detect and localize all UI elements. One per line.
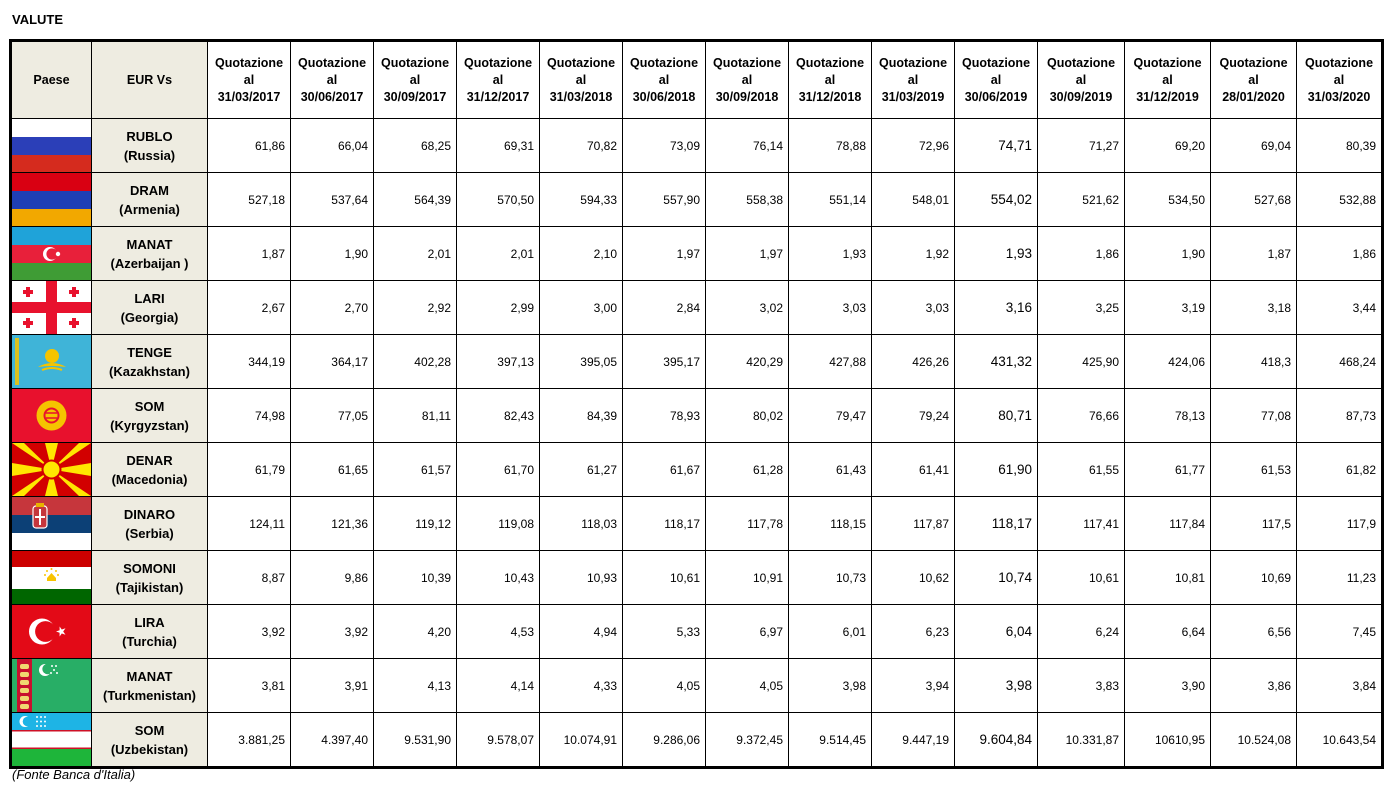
currency-name: RUBLO	[126, 128, 173, 144]
value-cell: 10,91	[706, 551, 789, 605]
value-cell: 76,14	[706, 119, 789, 173]
value-cell: 121,36	[291, 497, 374, 551]
header-quote-label: Quotazione	[629, 55, 699, 70]
header-quote-label: Quotazione	[795, 55, 865, 70]
header-quote-date	[291, 41, 374, 119]
table-row	[11, 713, 1383, 768]
value-cell: 1,92	[872, 227, 955, 281]
value-cell: 8,87	[208, 551, 291, 605]
currency-name: TENGE	[127, 344, 172, 360]
currency-name: MANAT	[126, 668, 173, 684]
value-cell: 2,99	[457, 281, 540, 335]
value-cell: 426,26	[872, 335, 955, 389]
value-cell: 73,09	[623, 119, 706, 173]
value-cell: 74,98	[208, 389, 291, 443]
header-quote-al: al	[243, 72, 255, 87]
value-cell: 61,28	[706, 443, 789, 497]
page-title: VALUTE	[12, 12, 64, 27]
header-quote-date	[872, 41, 955, 119]
value-cell: 69,20	[1125, 119, 1211, 173]
table-body	[11, 119, 1383, 768]
value-cell: 6,64	[1125, 605, 1211, 659]
currency-name: DINARO	[123, 506, 176, 522]
value-cell: 117,5	[1211, 497, 1297, 551]
value-cell: 3,03	[789, 281, 872, 335]
value-cell: 87,73	[1297, 389, 1383, 443]
table-row	[11, 497, 1383, 551]
value-cell: 10,61	[623, 551, 706, 605]
value-cell: 3,81	[208, 659, 291, 713]
value-cell: 77,05	[291, 389, 374, 443]
value-cell: 1,97	[623, 227, 706, 281]
value-cell: 3,92	[291, 605, 374, 659]
turkmenistan-flag	[11, 659, 92, 713]
value-cell: 61,77	[1125, 443, 1211, 497]
value-cell: 557,90	[623, 173, 706, 227]
value-cell: 425,90	[1038, 335, 1125, 389]
table-row	[11, 335, 1383, 389]
value-cell: 3,19	[1125, 281, 1211, 335]
value-cell: 78,13	[1125, 389, 1211, 443]
value-cell: 564,39	[374, 173, 457, 227]
header-quote-al: al	[658, 72, 670, 87]
kazakhstan-flag	[11, 335, 92, 389]
value-cell: 7,45	[1297, 605, 1383, 659]
russia-flag	[11, 119, 92, 173]
header-quote-date	[1211, 41, 1297, 119]
value-cell: 10,69	[1211, 551, 1297, 605]
value-cell: 82,43	[457, 389, 540, 443]
header-quote-label: Quotazione	[546, 55, 616, 70]
value-cell: 81,11	[374, 389, 457, 443]
header-quote-date	[955, 41, 1038, 119]
source-note: (Fonte Banca d'Italia)	[12, 767, 136, 782]
value-cell: 11,23	[1297, 551, 1383, 605]
currency-name: SOM	[134, 398, 165, 414]
value-cell: 80,02	[706, 389, 789, 443]
header-quote-label: Quotazione	[961, 55, 1031, 70]
value-cell: 118,17	[955, 497, 1038, 551]
value-cell: 10,93	[540, 551, 623, 605]
header-quote-al: al	[326, 72, 338, 87]
header-quote-label: Quotazione	[1133, 55, 1202, 70]
value-cell: 527,18	[208, 173, 291, 227]
value-cell: 61,65	[291, 443, 374, 497]
value-cell: 6,24	[1038, 605, 1125, 659]
table-row	[11, 173, 1383, 227]
header-date: 31/03/2020	[1307, 89, 1371, 104]
value-cell: 364,17	[291, 335, 374, 389]
value-cell: 6,04	[955, 605, 1038, 659]
value-cell: 6,23	[872, 605, 955, 659]
value-cell: 9.578,07	[457, 713, 540, 768]
header-quote-label: Quotazione	[878, 55, 948, 70]
header-quote-al: al	[741, 72, 753, 87]
header-date: 30/09/2019	[1049, 89, 1113, 104]
value-cell: 76,66	[1038, 389, 1125, 443]
header-date: 31/03/2018	[549, 89, 613, 104]
value-cell: 3,25	[1038, 281, 1125, 335]
value-cell: 3,44	[1297, 281, 1383, 335]
value-cell: 2,10	[540, 227, 623, 281]
value-cell: 1,90	[291, 227, 374, 281]
value-cell: 558,38	[706, 173, 789, 227]
value-cell: 468,24	[1297, 335, 1383, 389]
value-cell: 9,86	[291, 551, 374, 605]
value-cell: 554,02	[955, 173, 1038, 227]
macedonia-flag	[11, 443, 92, 497]
value-cell: 534,50	[1125, 173, 1211, 227]
turkey-flag	[11, 605, 92, 659]
header-row	[11, 41, 1383, 119]
value-cell: 71,27	[1038, 119, 1125, 173]
value-cell: 1,87	[208, 227, 291, 281]
value-cell: 61,79	[208, 443, 291, 497]
currency-country: (Macedonia)	[111, 471, 188, 487]
value-cell: 66,04	[291, 119, 374, 173]
header-quote-al: al	[1162, 72, 1173, 87]
value-cell: 118,15	[789, 497, 872, 551]
value-cell: 427,88	[789, 335, 872, 389]
value-cell: 10,39	[374, 551, 457, 605]
value-cell: 70,82	[540, 119, 623, 173]
value-cell: 3.881,25	[208, 713, 291, 768]
value-cell: 78,93	[623, 389, 706, 443]
value-cell: 78,88	[789, 119, 872, 173]
value-cell: 119,08	[457, 497, 540, 551]
currency-name: LIRA	[134, 614, 165, 630]
value-cell: 80,71	[955, 389, 1038, 443]
currency-country: (Turkmenistan)	[103, 687, 196, 703]
currency-country: (Uzbekistan)	[110, 741, 189, 757]
header-date: 30/06/2019	[964, 89, 1028, 104]
header-date: 30/06/2017	[300, 89, 364, 104]
currency-cell	[92, 713, 208, 768]
value-cell: 74,71	[955, 119, 1038, 173]
header-quote-label: Quotazione	[463, 55, 533, 70]
value-cell: 61,90	[955, 443, 1038, 497]
value-cell: 527,68	[1211, 173, 1297, 227]
value-cell: 61,41	[872, 443, 955, 497]
currency-name: DRAM	[130, 182, 169, 198]
value-cell: 5,33	[623, 605, 706, 659]
value-cell: 117,84	[1125, 497, 1211, 551]
table-row	[11, 281, 1383, 335]
header-country: Paese	[11, 41, 92, 119]
currency-cell	[92, 659, 208, 713]
value-cell: 117,9	[1297, 497, 1383, 551]
header-date: 30/09/2018	[715, 89, 779, 104]
header-quote-label: Quotazione	[1219, 55, 1288, 70]
table-row	[11, 443, 1383, 497]
value-cell: 6,97	[706, 605, 789, 659]
header-quote-al: al	[990, 72, 1002, 87]
header-date: 31/12/2019	[1136, 89, 1199, 104]
value-cell: 397,13	[457, 335, 540, 389]
value-cell: 3,98	[789, 659, 872, 713]
currency-cell	[92, 443, 208, 497]
value-cell: 10.331,87	[1038, 713, 1125, 768]
value-cell: 1,90	[1125, 227, 1211, 281]
currency-table	[9, 39, 1384, 769]
value-cell: 61,55	[1038, 443, 1125, 497]
armenia-flag	[11, 173, 92, 227]
value-cell: 570,50	[457, 173, 540, 227]
value-cell: 4,20	[374, 605, 457, 659]
currency-country: (Armenia)	[119, 201, 180, 217]
currency-country: (Tajikistan)	[115, 579, 184, 595]
value-cell: 68,25	[374, 119, 457, 173]
value-cell: 61,57	[374, 443, 457, 497]
header-quote-al: al	[492, 72, 504, 87]
header-quote-label: Quotazione	[214, 55, 284, 70]
currency-country: (Turchia)	[122, 633, 177, 649]
currency-country: (Georgia)	[120, 309, 179, 325]
value-cell: 3,83	[1038, 659, 1125, 713]
value-cell: 61,27	[540, 443, 623, 497]
value-cell: 6,56	[1211, 605, 1297, 659]
georgia-flag	[11, 281, 92, 335]
value-cell: 69,04	[1211, 119, 1297, 173]
value-cell: 10,61	[1038, 551, 1125, 605]
currency-country: (Azerbaijan )	[110, 255, 189, 271]
value-cell: 2,01	[374, 227, 457, 281]
tajikistan-flag	[11, 551, 92, 605]
value-cell: 431,32	[955, 335, 1038, 389]
value-cell: 61,53	[1211, 443, 1297, 497]
currency-cell	[92, 281, 208, 335]
value-cell: 61,86	[208, 119, 291, 173]
value-cell: 61,67	[623, 443, 706, 497]
value-cell: 10,62	[872, 551, 955, 605]
value-cell: 69,31	[457, 119, 540, 173]
value-cell: 3,03	[872, 281, 955, 335]
header-date: 31/03/2017	[217, 89, 281, 104]
value-cell: 80,39	[1297, 119, 1383, 173]
header-quote-al: al	[1075, 72, 1087, 87]
header-quote-al: al	[1333, 72, 1345, 87]
value-cell: 2,92	[374, 281, 457, 335]
header-date: 30/09/2017	[383, 89, 447, 104]
header-quote-al: al	[1248, 72, 1259, 87]
value-cell: 9.531,90	[374, 713, 457, 768]
value-cell: 4,33	[540, 659, 623, 713]
value-cell: 3,18	[1211, 281, 1297, 335]
value-cell: 3,90	[1125, 659, 1211, 713]
value-cell: 9.604,84	[955, 713, 1038, 768]
header-date: 31/03/2019	[881, 89, 945, 104]
value-cell: 4,53	[457, 605, 540, 659]
currency-cell	[92, 227, 208, 281]
value-cell: 2,67	[208, 281, 291, 335]
value-cell: 2,84	[623, 281, 706, 335]
value-cell: 10.524,08	[1211, 713, 1297, 768]
currency-name: LARI	[134, 290, 165, 306]
value-cell: 9.286,06	[623, 713, 706, 768]
value-cell: 3,91	[291, 659, 374, 713]
value-cell: 537,64	[291, 173, 374, 227]
value-cell: 3,86	[1211, 659, 1297, 713]
header-quote-label: Quotazione	[297, 55, 367, 70]
header-date: 30/06/2018	[632, 89, 696, 104]
table-row	[11, 389, 1383, 443]
value-cell: 3,98	[955, 659, 1038, 713]
table-row	[11, 659, 1383, 713]
value-cell: 344,19	[208, 335, 291, 389]
header-quote-al: al	[409, 72, 421, 87]
header-quote-date	[1038, 41, 1125, 119]
value-cell: 9.372,45	[706, 713, 789, 768]
value-cell: 4.397,40	[291, 713, 374, 768]
value-cell: 420,29	[706, 335, 789, 389]
header-quote-date	[457, 41, 540, 119]
currency-cell	[92, 551, 208, 605]
value-cell: 402,28	[374, 335, 457, 389]
value-cell: 124,11	[208, 497, 291, 551]
currency-name: SOM	[134, 722, 165, 738]
value-cell: 4,94	[540, 605, 623, 659]
header-quote-date	[1125, 41, 1211, 119]
currency-cell	[92, 173, 208, 227]
azerbaijan-flag	[11, 227, 92, 281]
value-cell: 1,93	[789, 227, 872, 281]
header-quote-label: Quotazione	[712, 55, 782, 70]
value-cell: 10.074,91	[540, 713, 623, 768]
value-cell: 118,03	[540, 497, 623, 551]
value-cell: 3,92	[208, 605, 291, 659]
header-quote-date	[706, 41, 789, 119]
value-cell: 10,73	[789, 551, 872, 605]
currency-cell	[92, 389, 208, 443]
value-cell: 4,05	[706, 659, 789, 713]
header-quote-label: Quotazione	[1304, 55, 1374, 70]
value-cell: 61,82	[1297, 443, 1383, 497]
value-cell: 9.447,19	[872, 713, 955, 768]
value-cell: 3,00	[540, 281, 623, 335]
header-quote-date	[623, 41, 706, 119]
value-cell: 4,13	[374, 659, 457, 713]
currency-country: (Russia)	[123, 147, 176, 163]
value-cell: 10,43	[457, 551, 540, 605]
value-cell: 1,86	[1297, 227, 1383, 281]
value-cell: 10,74	[955, 551, 1038, 605]
value-cell: 2,01	[457, 227, 540, 281]
value-cell: 532,88	[1297, 173, 1383, 227]
value-cell: 2,70	[291, 281, 374, 335]
table-row	[11, 605, 1383, 659]
value-cell: 521,62	[1038, 173, 1125, 227]
value-cell: 79,24	[872, 389, 955, 443]
header-currency: EUR Vs	[92, 41, 208, 119]
kyrgyzstan-flag	[11, 389, 92, 443]
value-cell: 117,78	[706, 497, 789, 551]
value-cell: 3,94	[872, 659, 955, 713]
currency-name: DENAR	[126, 452, 173, 468]
value-cell: 84,39	[540, 389, 623, 443]
uzbekistan-flag	[11, 713, 92, 768]
value-cell: 1,97	[706, 227, 789, 281]
value-cell: 3,84	[1297, 659, 1383, 713]
value-cell: 548,01	[872, 173, 955, 227]
value-cell: 118,17	[623, 497, 706, 551]
header-date: 31/12/2018	[798, 89, 862, 104]
currency-cell	[92, 119, 208, 173]
currency-name: SOMONI	[123, 560, 176, 576]
table-row	[11, 119, 1383, 173]
value-cell: 72,96	[872, 119, 955, 173]
value-cell: 3,16	[955, 281, 1038, 335]
value-cell: 395,05	[540, 335, 623, 389]
value-cell: 61,43	[789, 443, 872, 497]
currency-cell	[92, 497, 208, 551]
value-cell: 10,81	[1125, 551, 1211, 605]
value-cell: 117,41	[1038, 497, 1125, 551]
header-quote-label: Quotazione	[380, 55, 450, 70]
value-cell: 61,70	[457, 443, 540, 497]
value-cell: 1,87	[1211, 227, 1297, 281]
value-cell: 9.514,45	[789, 713, 872, 768]
header-quote-date	[208, 41, 291, 119]
header-quote-date	[374, 41, 457, 119]
header-quote-al: al	[575, 72, 587, 87]
value-cell: 10610,95	[1125, 713, 1211, 768]
currency-name: MANAT	[126, 236, 173, 252]
value-cell: 3,02	[706, 281, 789, 335]
header-quote-al: al	[824, 72, 836, 87]
value-cell: 1,86	[1038, 227, 1125, 281]
header-date: 28/01/2020	[1222, 89, 1285, 104]
value-cell: 551,14	[789, 173, 872, 227]
table-row	[11, 551, 1383, 605]
currency-country: (Kazakhstan)	[109, 363, 190, 379]
value-cell: 119,12	[374, 497, 457, 551]
value-cell: 424,06	[1125, 335, 1211, 389]
currency-country: (Serbia)	[125, 525, 174, 541]
header-quote-date	[540, 41, 623, 119]
header-quote-label: Quotazione	[1046, 55, 1116, 70]
currency-cell	[92, 605, 208, 659]
value-cell: 594,33	[540, 173, 623, 227]
header-quote-date	[789, 41, 872, 119]
value-cell: 418,3	[1211, 335, 1297, 389]
currency-cell	[92, 335, 208, 389]
value-cell: 10.643,54	[1297, 713, 1383, 768]
value-cell: 1,93	[955, 227, 1038, 281]
value-cell: 395,17	[623, 335, 706, 389]
serbia-flag	[11, 497, 92, 551]
value-cell: 77,08	[1211, 389, 1297, 443]
value-cell: 4,05	[623, 659, 706, 713]
value-cell: 117,87	[872, 497, 955, 551]
value-cell: 79,47	[789, 389, 872, 443]
header-quote-al: al	[907, 72, 919, 87]
header-quote-date	[1297, 41, 1383, 119]
table-row	[11, 227, 1383, 281]
value-cell: 4,14	[457, 659, 540, 713]
value-cell: 6,01	[789, 605, 872, 659]
currency-country: (Kyrgyzstan)	[110, 417, 189, 433]
header-date: 31/12/2017	[466, 89, 530, 104]
